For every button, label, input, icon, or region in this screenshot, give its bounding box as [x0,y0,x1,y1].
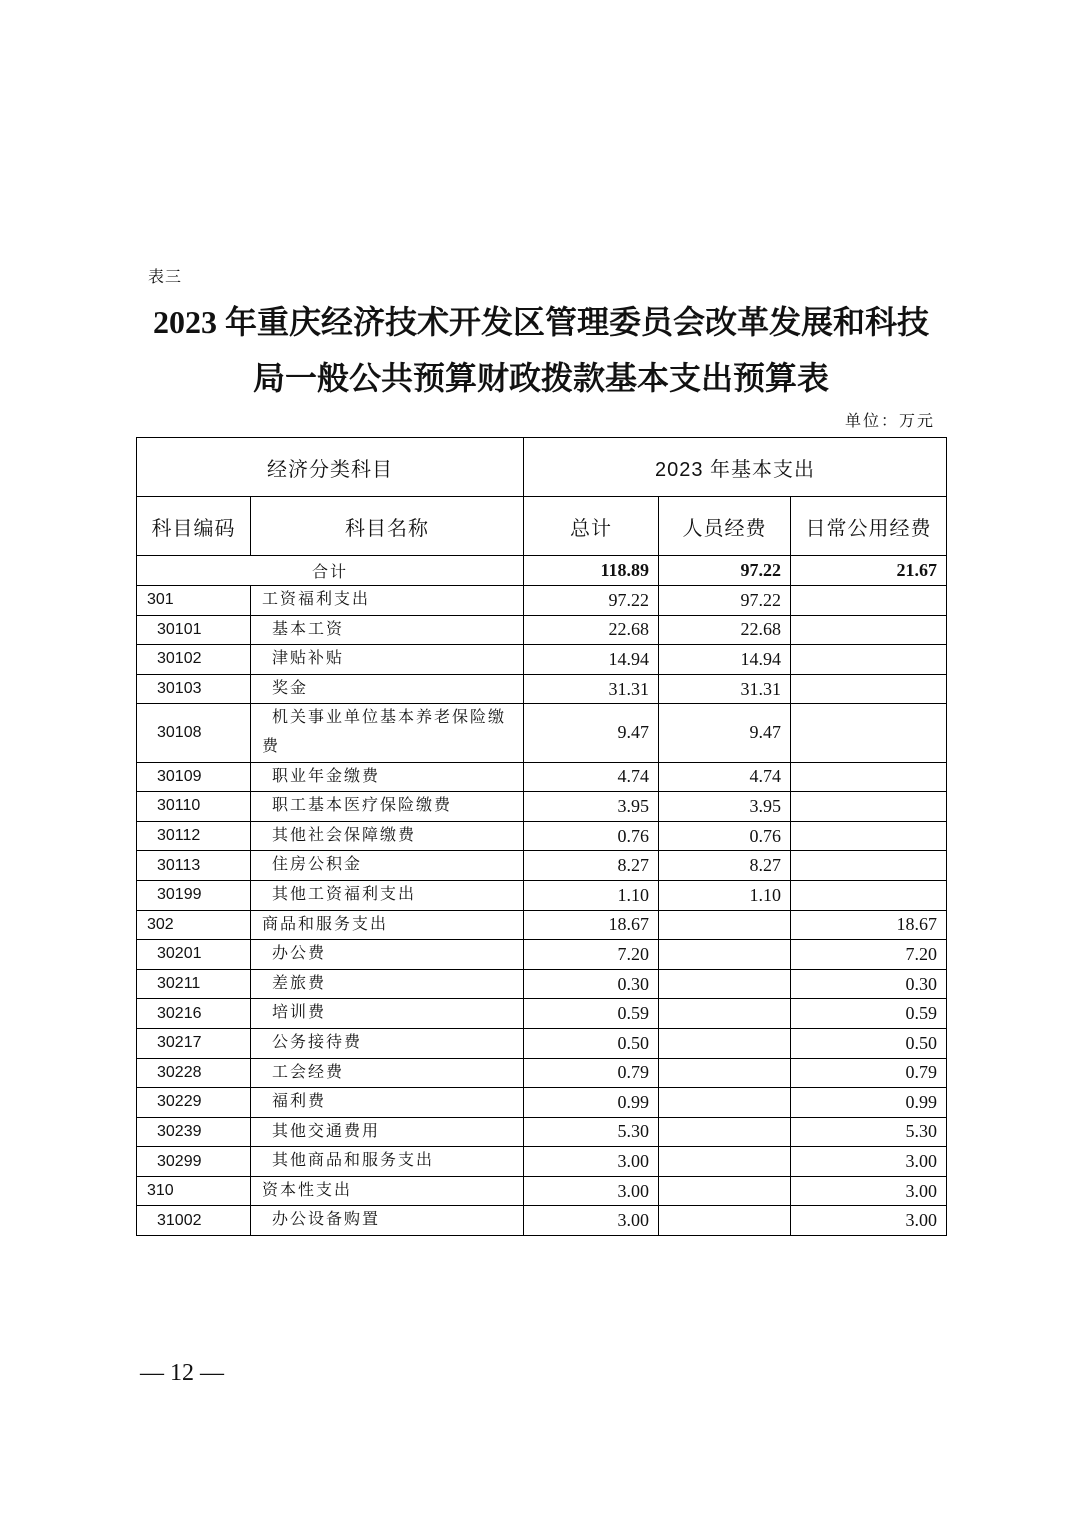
group-header-row [137,438,947,497]
table-row [137,645,947,675]
name-cell: 商品和服务支出 [251,910,524,940]
code-cell: 30228 [137,1058,251,1088]
table-row [137,821,947,851]
name-cell: 工资福利支出 [251,586,524,616]
code-cell: 30102 [137,645,251,675]
code-cell: 30211 [137,969,251,999]
code-cell: 30109 [137,762,251,792]
name-cell: 差旅费 [251,969,524,999]
public-cell: 3.00 [791,1147,947,1177]
personnel-cell: 4.74 [659,762,791,792]
table-row [137,880,947,910]
title-line: 2023 年重庆经济技术开发区管理委员会改革发展和科技 [152,304,929,340]
public-cell: 18.67 [791,910,947,940]
total-sum-public: 21.67 [791,556,947,586]
total-cell: 0.30 [524,969,659,999]
table-row [137,1088,947,1118]
total-cell: 3.95 [524,792,659,822]
public-cell [791,704,947,762]
name-cell: 资本性支出 [251,1176,524,1206]
total-cell: 31.31 [524,674,659,704]
public-cell: 7.20 [791,940,947,970]
total-cell: 97.22 [524,586,659,616]
name-cell: 办公费 [251,940,524,970]
name-cell: 职业年金缴费 [251,762,524,792]
code-cell: 30299 [137,1147,251,1177]
personnel-cell [659,1206,791,1236]
name-cell: 住房公积金 [251,851,524,881]
col-header-public: 日常公用经费 [791,497,947,556]
public-cell [791,821,947,851]
total-cell: 3.00 [524,1147,659,1177]
name-cell: 公务接待费 [251,1028,524,1058]
code-cell: 30216 [137,999,251,1029]
personnel-cell [659,969,791,999]
public-cell [791,674,947,704]
code-cell: 30229 [137,1088,251,1118]
table-row [137,1117,947,1147]
table-row [137,586,947,616]
total-cell: 18.67 [524,910,659,940]
personnel-cell: 97.22 [659,586,791,616]
table-header [137,438,947,586]
table-row [137,792,947,822]
public-cell: 0.59 [791,999,947,1029]
code-cell: 30113 [137,851,251,881]
personnel-cell [659,910,791,940]
table-row [137,1147,947,1177]
public-cell: 0.30 [791,969,947,999]
public-cell: 0.99 [791,1088,947,1118]
public-cell: 3.00 [791,1176,947,1206]
total-cell: 7.20 [524,940,659,970]
table-row [137,762,947,792]
table-row [137,1028,947,1058]
total-cell: 0.50 [524,1028,659,1058]
name-cell: 办公设备购置 [251,1206,524,1236]
public-cell [791,586,947,616]
personnel-cell: 3.95 [659,792,791,822]
public-cell [791,615,947,645]
page-number: — 12 — [140,1360,224,1386]
table-row [137,910,947,940]
unit-label: 单位：万元 [844,413,935,430]
code-cell: 30112 [137,821,251,851]
personnel-cell: 0.76 [659,821,791,851]
code-cell: 30103 [137,674,251,704]
table-row [137,969,947,999]
personnel-cell [659,1088,791,1118]
total-sum-personnel: 97.22 [659,556,791,586]
personnel-cell: 9.47 [659,704,791,762]
personnel-cell [659,940,791,970]
name-cell: 其他交通费用 [251,1117,524,1147]
code-cell: 30217 [137,1028,251,1058]
name-cell: 机关事业单位基本养老保险缴费 [251,704,524,762]
personnel-cell [659,1058,791,1088]
name-cell: 基本工资 [251,615,524,645]
personnel-cell: 1.10 [659,880,791,910]
table-label: 表三 [148,269,183,286]
name-cell: 津贴补贴 [251,645,524,675]
public-cell [791,880,947,910]
table-row [137,1176,947,1206]
table-row [137,704,947,762]
col-header-code: 科目编码 [137,497,251,556]
personnel-cell [659,1028,791,1058]
table-row [137,1206,947,1236]
personnel-cell [659,1176,791,1206]
personnel-cell: 31.31 [659,674,791,704]
table-row [137,940,947,970]
total-cell: 0.79 [524,1058,659,1088]
page-title [136,294,946,406]
code-cell: 301 [137,586,251,616]
personnel-cell: 14.94 [659,645,791,675]
table-row [137,851,947,881]
personnel-cell [659,1117,791,1147]
public-cell: 0.50 [791,1028,947,1058]
table-row [137,999,947,1029]
public-cell [791,645,947,675]
total-cell: 0.59 [524,999,659,1029]
column-header-row [137,497,947,556]
code-cell: 30201 [137,940,251,970]
total-row [137,556,947,586]
col-header-personnel: 人员经费 [659,497,791,556]
code-cell: 310 [137,1176,251,1206]
total-cell: 0.99 [524,1088,659,1118]
code-cell: 30239 [137,1117,251,1147]
public-cell [791,762,947,792]
public-cell: 3.00 [791,1206,947,1236]
name-cell: 奖金 [251,674,524,704]
total-cell: 22.68 [524,615,659,645]
total-cell: 4.74 [524,762,659,792]
total-label: 合计 [137,556,524,586]
table-row [137,674,947,704]
code-cell: 31002 [137,1206,251,1236]
name-cell: 福利费 [251,1088,524,1118]
table-body [137,586,947,1236]
total-cell: 5.30 [524,1117,659,1147]
table-row [137,615,947,645]
public-cell [791,792,947,822]
col-header-name: 科目名称 [251,497,524,556]
total-cell: 9.47 [524,704,659,762]
personnel-cell [659,1147,791,1177]
title-line: 局一般公共预算财政拨款基本支出预算表 [252,360,829,396]
col-header-total: 总计 [524,497,659,556]
name-cell: 培训费 [251,999,524,1029]
header-category: 经济分类科目 [137,438,524,497]
name-cell: 职工基本医疗保险缴费 [251,792,524,822]
total-sum-total: 118.89 [524,556,659,586]
table-row [137,1058,947,1088]
total-cell: 1.10 [524,880,659,910]
total-cell: 3.00 [524,1206,659,1236]
total-cell: 3.00 [524,1176,659,1206]
code-cell: 30101 [137,615,251,645]
public-cell [791,851,947,881]
budget-table [136,437,947,1236]
code-cell: 30110 [137,792,251,822]
public-cell: 5.30 [791,1117,947,1147]
personnel-cell: 22.68 [659,615,791,645]
personnel-cell [659,999,791,1029]
code-cell: 30199 [137,880,251,910]
total-cell: 14.94 [524,645,659,675]
code-cell: 30108 [137,704,251,762]
name-cell: 其他商品和服务支出 [251,1147,524,1177]
name-cell: 其他工资福利支出 [251,880,524,910]
total-cell: 8.27 [524,851,659,881]
header-expense-year: 2023 年基本支出 [524,438,947,497]
total-cell: 0.76 [524,821,659,851]
name-cell: 其他社会保障缴费 [251,821,524,851]
personnel-cell: 8.27 [659,851,791,881]
name-cell: 工会经费 [251,1058,524,1088]
public-cell: 0.79 [791,1058,947,1088]
code-cell: 302 [137,910,251,940]
